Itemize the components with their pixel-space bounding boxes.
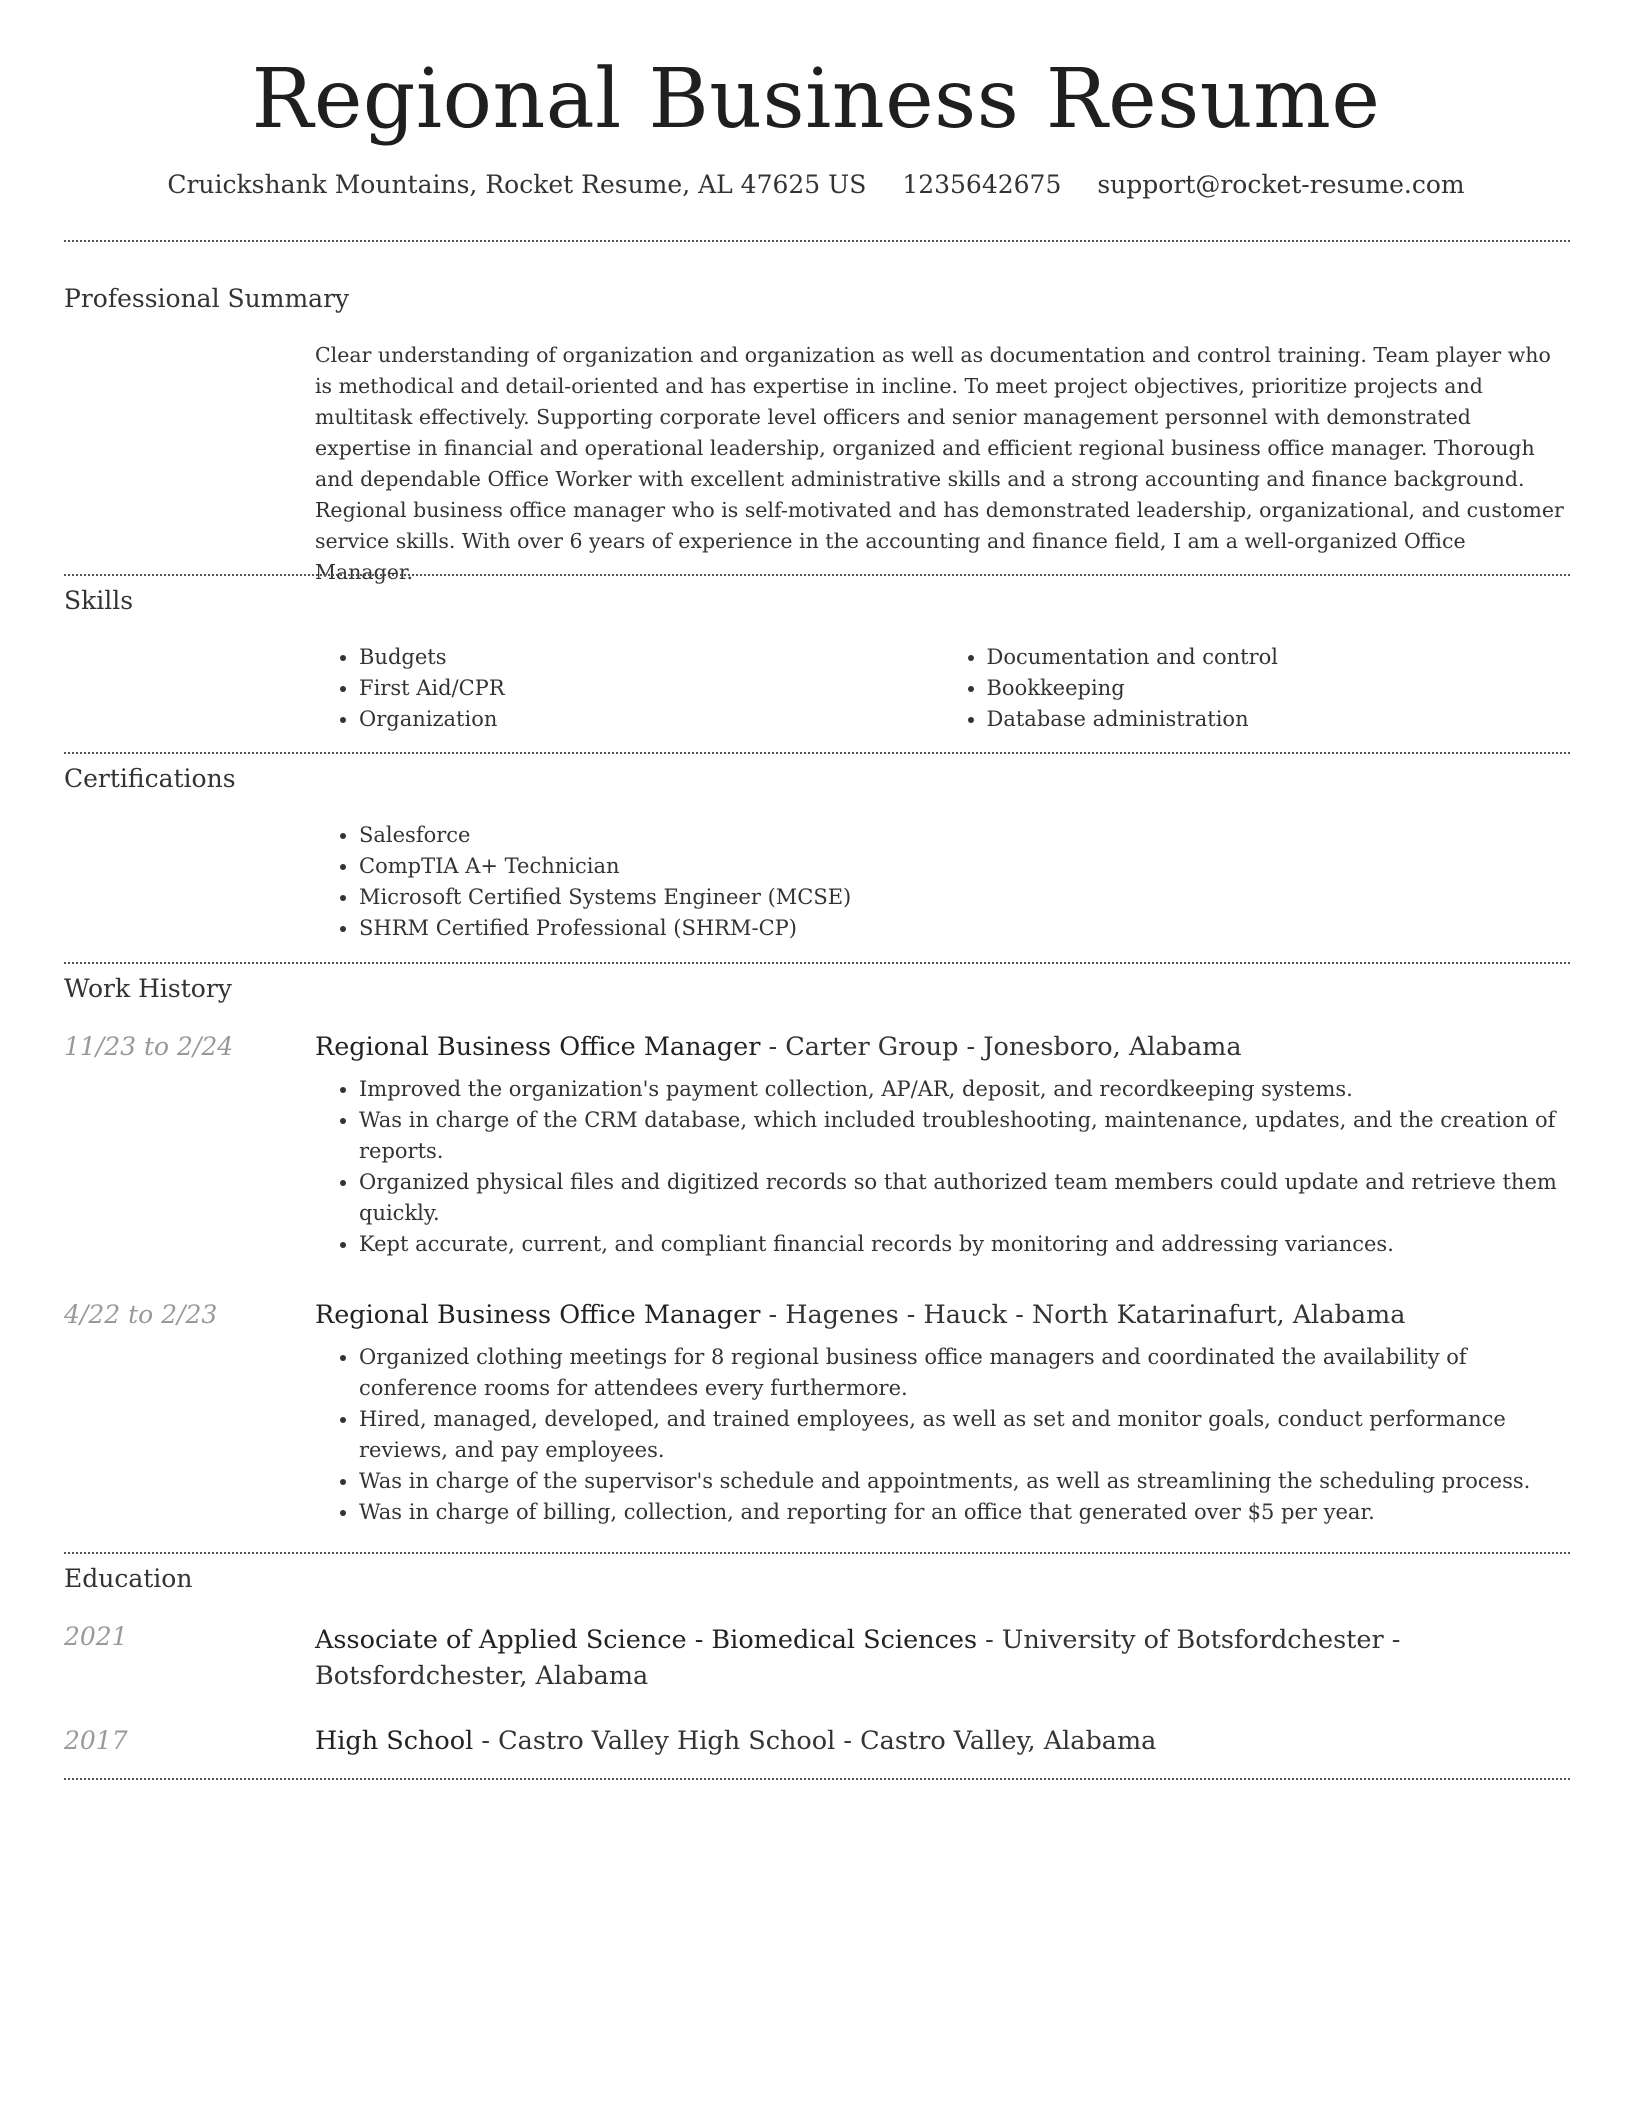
skills-section — [64, 586, 1570, 731]
job-bullet: • Kept accurate, current, and compliant financial records by monitoring and addressing variances. — [359, 1229, 1570, 1260]
resume-title: Regional Business Resume — [251, 52, 1381, 147]
skills-grid — [315, 642, 1570, 735]
certifications-section — [64, 764, 1570, 940]
job-bullet: • Organized clothing meetings for 8 regional business office managers and coordinated the availability of conference rooms for attendees every furthermore. — [359, 1342, 1570, 1404]
education-degree: Associate of Applied Science - Biomedical Sciences — [315, 1625, 978, 1655]
section-title: Skills — [64, 586, 134, 615]
job-bullets — [315, 1342, 1570, 1528]
education-body — [315, 1726, 1570, 1756]
job-heading — [315, 1300, 1570, 1330]
summary-section — [64, 284, 1570, 584]
certification-item: • Salesforce — [359, 820, 1570, 851]
certification-item: • Microsoft Certified Systems Engineer (MCSE) — [359, 882, 1570, 913]
education-date: 2017 — [64, 1726, 128, 1755]
education-date: 2021 — [64, 1622, 128, 1651]
job-body — [315, 1300, 1570, 1528]
divider — [64, 1778, 1570, 1780]
divider — [64, 962, 1570, 964]
job-bullet: • Was in charge of the CRM database, which included troubleshooting, maintenance, updates, and the creation of reports. — [359, 1105, 1570, 1167]
job-details: - Hagenes - Hauck - North Katarinafurt, Alabama — [760, 1300, 1406, 1330]
section-title: Education — [64, 1564, 193, 1593]
contact-email: support@rocket-resume.com — [1097, 170, 1465, 199]
skill-item: • Database administration — [987, 704, 1571, 735]
skill-item: • Organization — [359, 704, 943, 735]
education-heading — [315, 1622, 1570, 1694]
skill-item: • Documentation and control — [987, 642, 1571, 673]
certification-item: • CompTIA A+ Technician — [359, 851, 1570, 882]
work-history-section — [64, 974, 1570, 1524]
resume-header — [0, 0, 1632, 199]
skills-list-left — [315, 642, 943, 735]
education-details: - University of Botsfordchester - Botsfordchester, Alabama — [315, 1625, 1401, 1691]
summary-body — [315, 340, 1570, 588]
job-bullet: • Organized physical files and digitized records so that authorized team members could update and retrieve them quickly. — [359, 1167, 1570, 1229]
contact-line — [0, 170, 1632, 199]
job-position: Regional Business Office Manager — [315, 1300, 761, 1330]
skill-item: • First Aid/CPR — [359, 673, 943, 704]
job-bullet: • Hired, managed, developed, and trained employees, as well as set and monitor goals, conduct performance reviews, and pay employees. — [359, 1404, 1570, 1466]
certifications-body — [315, 820, 1570, 944]
job-position: Regional Business Office Manager — [315, 1032, 761, 1062]
divider — [64, 752, 1570, 754]
job-details: - Carter Group - Jonesboro, Alabama — [760, 1032, 1242, 1062]
certifications-list — [315, 820, 1570, 944]
education-body — [315, 1622, 1570, 1694]
job-heading — [315, 1032, 1570, 1062]
section-title: Certifications — [64, 764, 236, 793]
job-bullets — [315, 1074, 1570, 1260]
contact-address: Cruickshank Mountains, Rocket Resume, AL 47625 US — [167, 170, 867, 199]
section-title: Professional Summary — [64, 284, 350, 313]
skill-item: • Bookkeeping — [987, 673, 1571, 704]
job-bullet: • Improved the organization's payment collection, AP/AR, deposit, and recordkeeping systems. — [359, 1074, 1570, 1105]
job-bullet: • Was in charge of billing, collection, and reporting for an office that generated over $5 per year. — [359, 1497, 1570, 1528]
certification-item: • SHRM Certified Professional (SHRM-CP) — [359, 913, 1570, 944]
job-date: 4/22 to 2/23 — [64, 1300, 218, 1329]
job-bullet: • Was in charge of the supervisor's schedule and appointments, as well as streamlining the scheduling process. — [359, 1466, 1570, 1497]
education-heading — [315, 1726, 1570, 1756]
job-body — [315, 1032, 1570, 1260]
job-date: 11/23 to 2/24 — [64, 1032, 234, 1061]
skill-item: • Budgets — [359, 642, 943, 673]
education-degree: High School — [315, 1726, 474, 1756]
contact-phone: 1235642675 — [902, 170, 1062, 199]
divider — [64, 574, 1570, 576]
divider — [64, 1552, 1570, 1554]
education-details: - Castro Valley High School - Castro Valley, Alabama — [473, 1726, 1157, 1756]
education-section — [64, 1564, 1570, 1756]
section-title: Work History — [64, 974, 232, 1003]
skills-list-right — [943, 642, 1571, 735]
summary-text: Clear understanding of organization and organization as well as documentation and control training. Team player who is methodical and detail-oriented and has expertise in incline. To meet project objectives, prioritize projects and multitask effectively. Supporting corporate level officers and senior management personnel with demonstrated expertise in financial and operational leadership, organized and efficient regional business office manager. Thorough and dependable Office Worker with excellent administrative skills and a strong accounting and finance background. Regional business office manager who is self-motivated and has demonstrated leadership, organizational, and customer service skills. With over 6 years of experience in the accounting and finance field, I am a well-organized Office Manager. — [315, 343, 1564, 584]
divider — [64, 240, 1570, 242]
